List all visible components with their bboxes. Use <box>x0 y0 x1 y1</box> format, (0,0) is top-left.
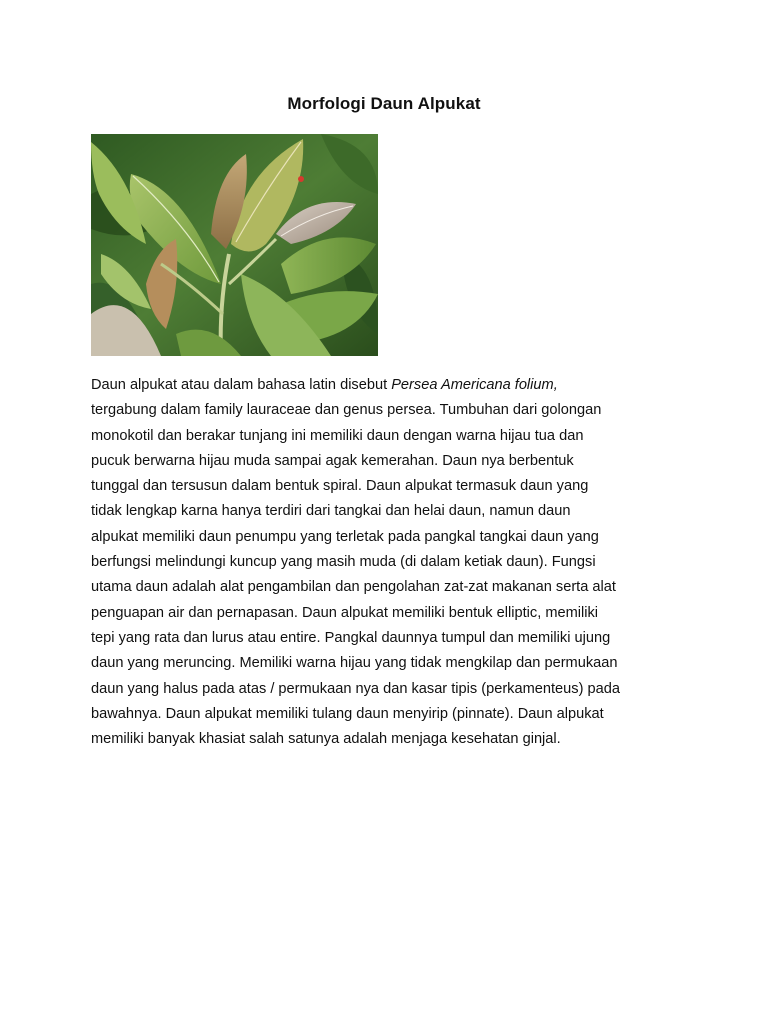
latin-name: Persea Americana folium, <box>391 377 558 393</box>
paragraph-line: tepi yang rata dan lurus atau entire. Pangkal daunnya tumpul dan memiliki ujung <box>91 629 611 646</box>
paragraph-line: utama daun adalah alat pengambilan dan pengolahan zat-zat makanan serta alat <box>91 579 616 596</box>
paragraph-line: tunggal dan tersusun dalam bentuk spiral. Daun alpukat termasuk daun yang <box>91 478 589 495</box>
paragraph-line: bawahnya. Daun alpukat memiliki tulang daun menyirip (pinnate). Daun alpukat <box>91 705 604 722</box>
paragraph-line: berfungsi melindungi kuncup yang masih muda (di dalam ketiak daun). Fungsi <box>91 554 596 571</box>
paragraph-line: memiliki banyak khasiat salah satunya adalah menjaga kesehatan ginjal. <box>91 731 561 748</box>
avocado-leaves-photo <box>91 134 378 356</box>
paragraph-line: alpukat memiliki daun penumpu yang terletak pada pangkal tangkai daun yang <box>91 528 599 545</box>
paragraph-line: pucuk berwarna hijau muda sampai agak kemerahan. Daun nya berbentuk <box>91 452 574 469</box>
paragraph-line: tergabung dalam family lauraceae dan genus persea. Tumbuhan dari golongan <box>91 402 602 419</box>
document-title: Morfologi Daun Alpukat <box>287 94 481 113</box>
paragraph-line: daun yang halus pada atas / permukaan nya dan kasar tipis (perkamenteus) pada <box>91 680 620 697</box>
paragraph-line: daun yang meruncing. Memiliki warna hijau yang tidak mengkilap dan permukaan <box>91 655 618 672</box>
paragraph-line: tidak lengkap karna hanya terdiri dari tangkai dan helai daun, namun daun <box>91 503 571 520</box>
paragraph-intro: Daun alpukat atau dalam bahasa latin disebut <box>91 377 392 393</box>
paragraph-line: penguapan air dan pernapasan. Daun alpukat memiliki bentuk elliptic, memiliki <box>91 604 599 621</box>
body-paragraph <box>91 373 681 752</box>
paragraph-line: monokotil dan berakar tunjang ini memiliki daun dengan warna hijau tua dan <box>91 427 584 444</box>
